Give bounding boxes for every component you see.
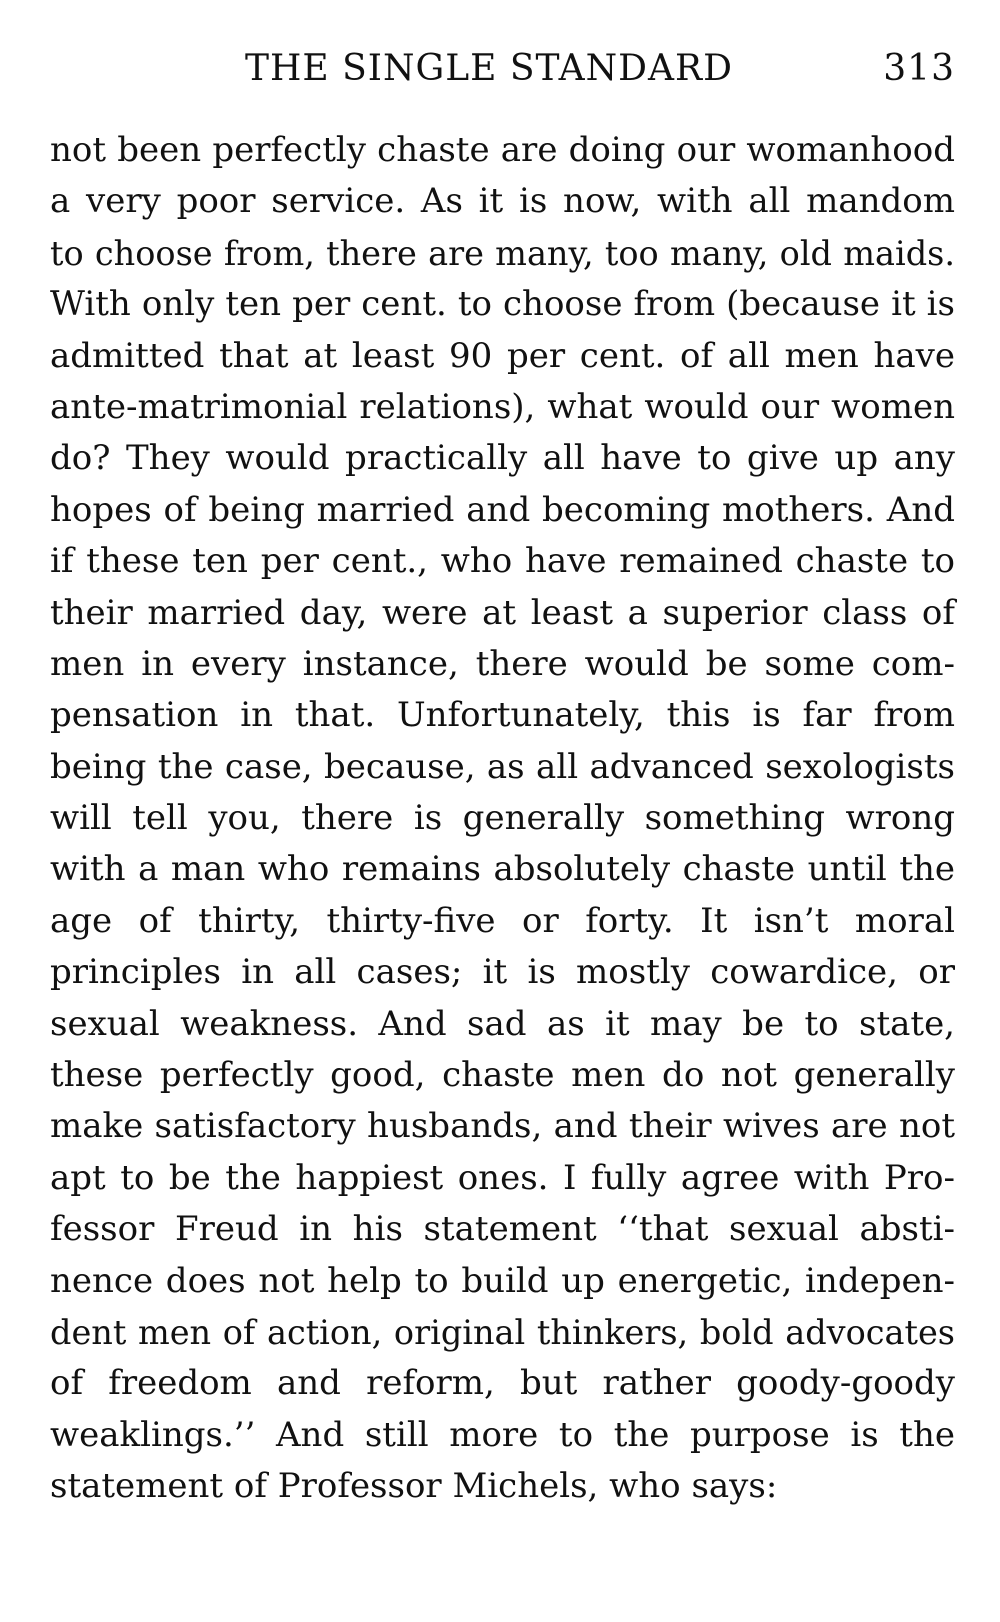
text-line: pensation in that. Unfortunately, this is far from — [50, 695, 955, 736]
text-line: not been perfectly chaste are doing our womanhood — [50, 130, 955, 170]
text-line: apt to be the happiest ones. I fully agree with Pro- — [50, 1157, 955, 1198]
text-line: ante-matrimonial relations), what would our women — [50, 386, 955, 427]
text-line: statement of Professor Michels, who says: — [50, 1466, 778, 1507]
text-line: a very poor service. As it is now, with all mandom — [50, 181, 955, 222]
text-line: principles in all cases; it is mostly cowardice, or — [50, 952, 955, 993]
page-number: 313 — [883, 48, 955, 89]
text-line: with a man who remains absolutely chaste until the — [50, 849, 955, 890]
text-line: hopes of being married and becoming mothers. And — [50, 489, 955, 530]
text-line: With only ten per cent. to choose from (because it is — [50, 284, 955, 325]
running-head — [50, 48, 955, 98]
text-line: if these ten per cent., who have remained chaste to — [50, 541, 955, 582]
text-line: weaklings.’’ And still more to the purpose is the — [50, 1414, 955, 1455]
text-line: their married day, were at least a superior class of — [50, 592, 955, 633]
text-line: admitted that at least 90 per cent. of all men have — [50, 335, 955, 376]
text-line: fessor Freud in his statement ‘‘that sexual absti- — [50, 1209, 955, 1250]
text-line: these perfectly good, chaste men do not generally — [50, 1055, 955, 1096]
text-line: do? They would practically all have to give up any — [50, 438, 955, 479]
text-line: to choose from, there are many, too many, old maids. — [50, 233, 955, 273]
text-line: make satisfactory husbands, and their wives are not — [50, 1106, 955, 1147]
running-title: THE SINGLE STANDARD — [245, 48, 733, 89]
text-line: of freedom and reform, but rather goody-goody — [50, 1363, 955, 1404]
text-line: dent men of action, original thinkers, bold advocates — [50, 1312, 955, 1352]
text-line: age of thirty, thirty-five or forty. It isn’t moral — [50, 900, 955, 941]
body-text — [50, 125, 955, 1513]
text-line: being the case, because, as all advanced sexologists — [50, 746, 955, 787]
text-line: men in every instance, there would be some com- — [50, 643, 955, 684]
text-line: nence does not help to build up energetic, indepen- — [50, 1260, 955, 1301]
text-line: sexual weakness. And sad as it may be to state, — [50, 1003, 955, 1044]
text-line: will tell you, there is generally something wrong — [50, 798, 955, 839]
